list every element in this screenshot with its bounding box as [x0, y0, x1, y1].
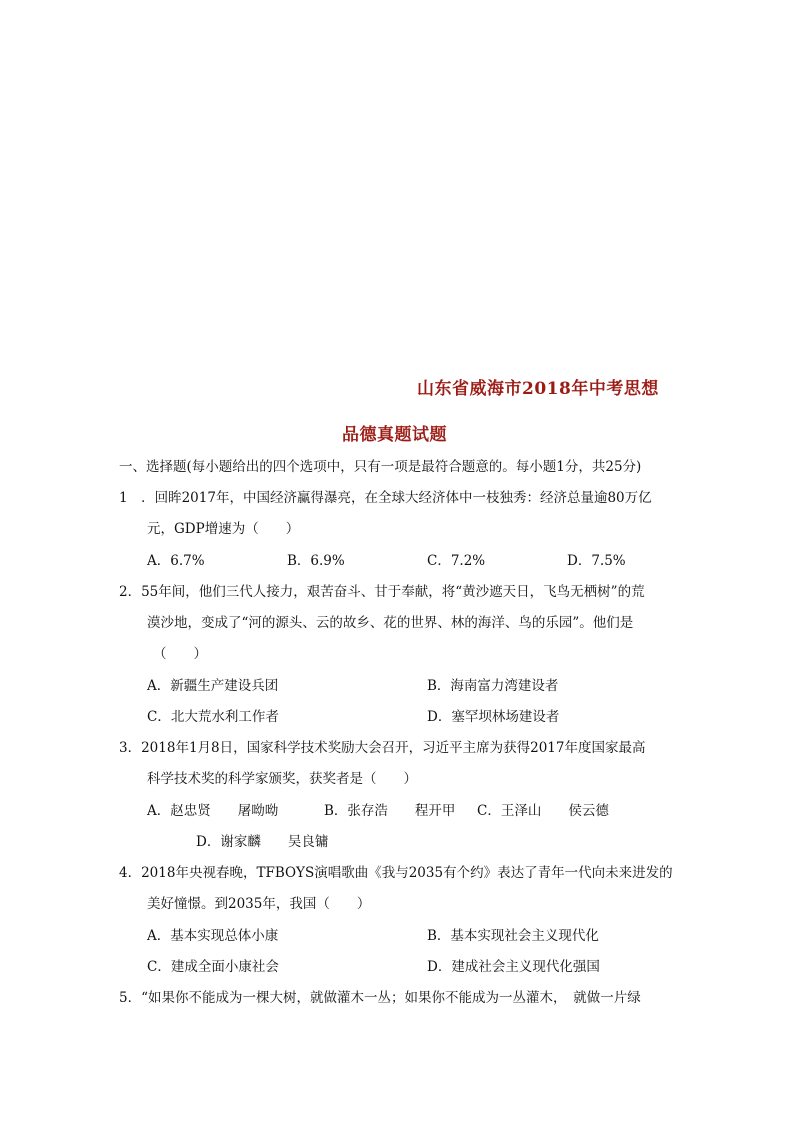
- question-3-option-a: A．赵忠贤 屠呦呦: [147, 803, 279, 819]
- question-4-line-1: 4．2018年央视春晚，TFBOYS演唱歌曲《我与2035有个约》表达了青年一代向未来进发的: [119, 865, 673, 881]
- question-2-line-3: （ ）: [153, 646, 207, 662]
- question-4-option-b: B．基本实现社会主义现代化: [427, 928, 599, 944]
- question-3-option-d: D．谢家麟 吴良镛: [196, 834, 329, 850]
- question-2-option-a: A．新疆生产建设兵团: [147, 678, 279, 694]
- question-2-option-b: B．海南富力湾建设者: [427, 678, 559, 694]
- question-1-line-1: 1 ．回眸2017年，中国经济赢得瀑亮，在全球大经济体中一枝独秀：经济总量逾80万亿: [119, 490, 652, 506]
- question-2-line-2: 漠沙地，变成了“河的源头、云的故乡、花的世界、林的海洋、鸟的乐园”。他们是: [147, 615, 634, 631]
- question-2-line-1: 2．55年间，他们三代人接力，艰苦奋斗、甘于奉献，将“黄沙遮天日，飞鸟无栖树”的荒: [119, 584, 645, 600]
- question-1-option-d: D．7.5%: [567, 553, 626, 569]
- question-2-option-c: C．北大荒水利工作者: [147, 709, 279, 725]
- question-3-option-c: C．王泽山 侯云德: [477, 803, 609, 819]
- question-1-line-2: 元，GDP增速为（ ）: [147, 521, 300, 537]
- question-2-option-d: D．塞罕坝林场建设者: [427, 709, 560, 725]
- question-5-line-1: 5．“如果你不能成为一棵大树，就做灌木一丛；如果你不能成为一丛灌木， 就做一片绿: [119, 990, 641, 1006]
- question-4-line-2: 美好憧憬。到2035年，我国（ ）: [147, 896, 371, 912]
- question-1-option-c: C．7.2%: [427, 553, 486, 569]
- question-4-option-d: D．建成社会主义现代化强国: [427, 959, 600, 975]
- question-3-option-b: B．张存浩 程开甲: [324, 803, 456, 819]
- question-1-option-a: A．6.7%: [147, 553, 205, 569]
- question-3-line-1: 3．2018年1月8日，国家科学技术奖励大会召开，习近平主席为获得2017年度国家最高: [119, 740, 646, 756]
- section-heading: 一、选择题(每小题给出的四个选项中，只有一项是最符合题意的。每小题1分，共25分): [119, 459, 642, 475]
- title-line-2: 品德真题试题: [342, 425, 447, 445]
- question-4-option-c: C．建成全面小康社会: [147, 959, 279, 975]
- question-1-option-b: B．6.9%: [287, 553, 345, 569]
- title-line-1: 山东省威海市2018年中考思想: [417, 379, 659, 399]
- question-4-option-a: A．基本实现总体小康: [147, 928, 279, 944]
- question-3-line-2: 科学技术奖的科学家颁奖，获奖者是（ ）: [147, 771, 417, 787]
